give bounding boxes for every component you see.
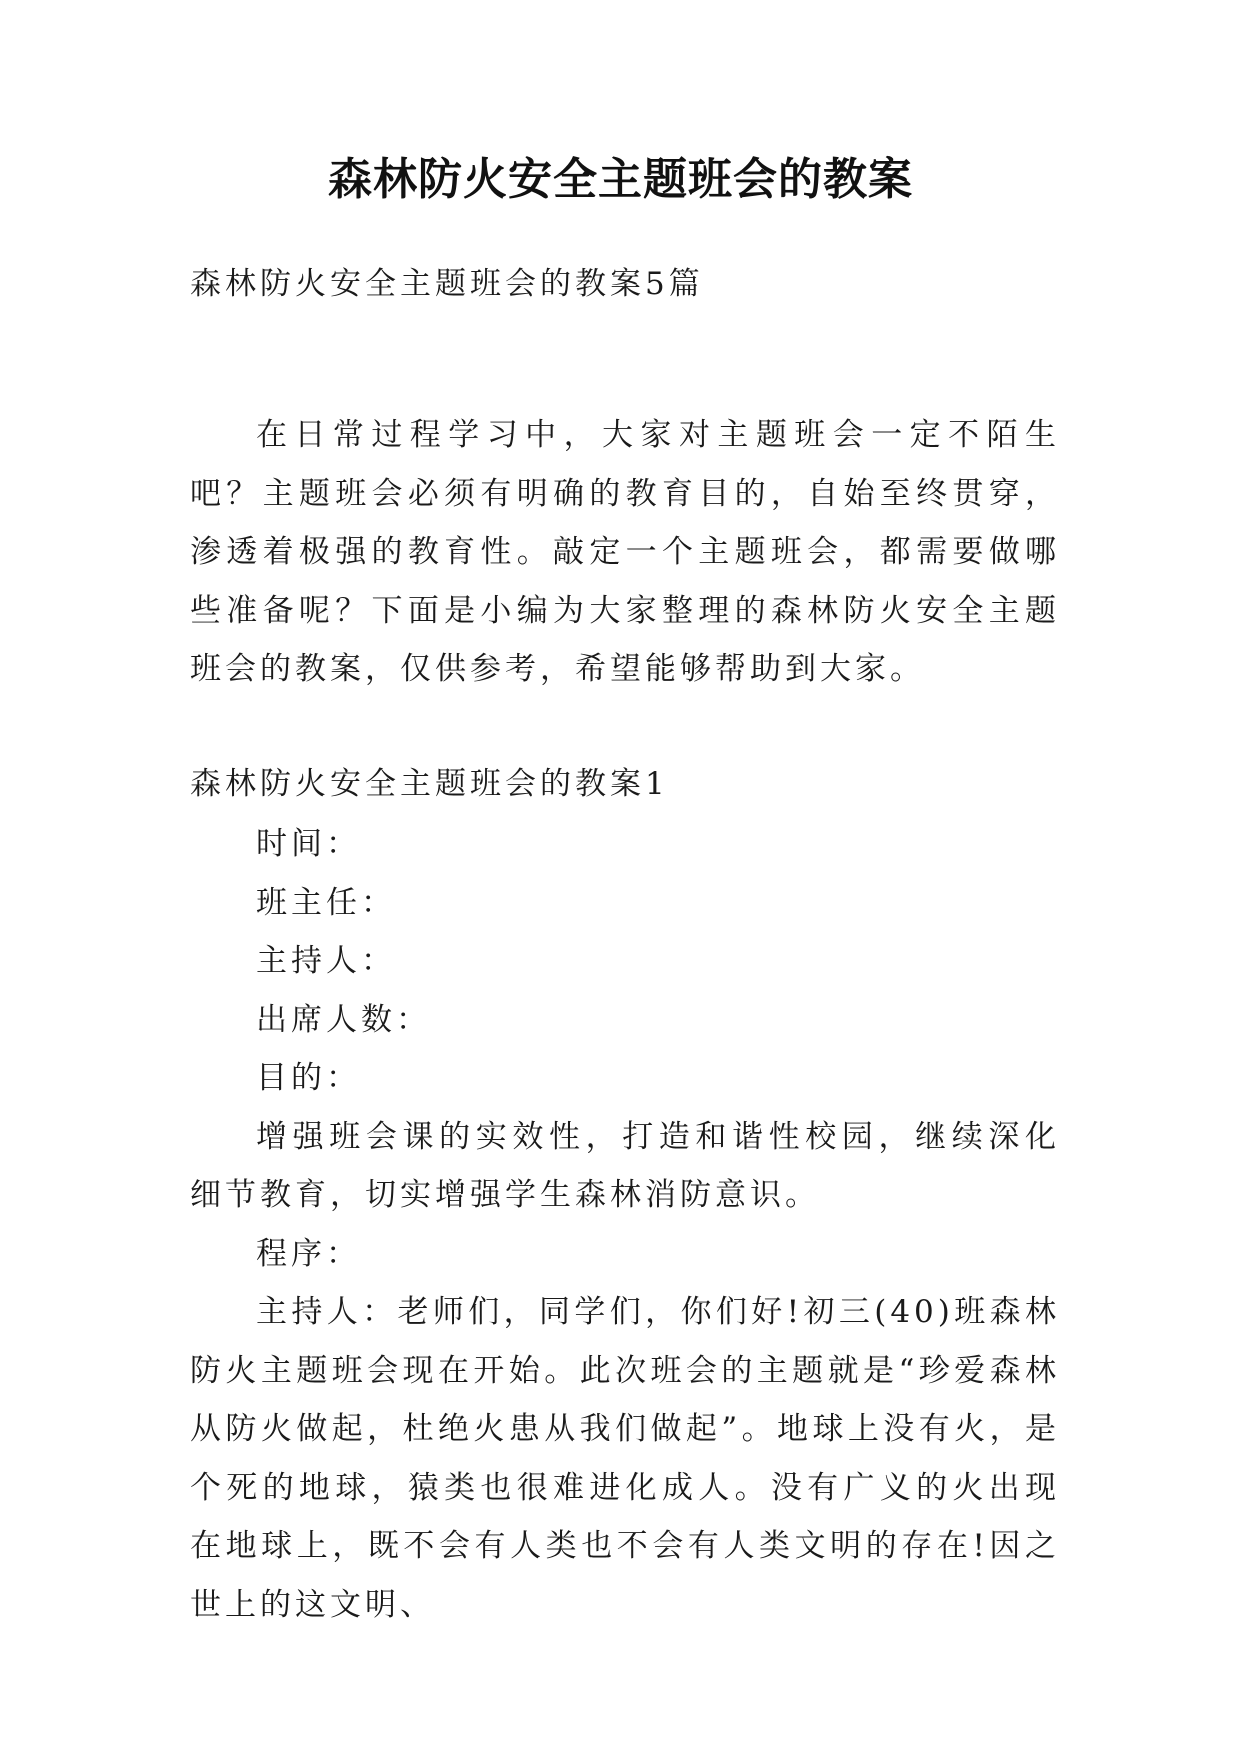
field-purpose: 目的： (256, 1060, 361, 1096)
field-time: 时间： (256, 826, 361, 862)
intro-paragraph: 在日常过程学习中，大家对主题班会一定不陌生吧？主题班会必须有明确的教育目的，自始至终贯穿，渗透着极强的教育性。敲定一个主题班会，都需要做哪些准备呢？下面是小编为大家整理的森林防火安全主题班会的教案，仅供参考，希望能够帮助到大家。 (190, 417, 1060, 687)
procedure-paragraph: 主持人：老师们，同学们，你们好!初三(40)班森林防火主题班会现在开始。此次班会的主题就是“珍爱森林从防火做起，杜绝火患从我们做起”。地球上没有火，是个死的地球，猿类也很难进化成人。没有广义的火出现在地球上，既不会有人类也不会有人类文明的存在!因之世上的这文明、 (190, 1294, 1060, 1623)
document-title: 森林防火安全主题班会的教案 (328, 154, 913, 205)
document-subtitle: 森林防火安全主题班会的教案5篇 (190, 266, 704, 302)
section-heading: 森林防火安全主题班会的教案1 (190, 766, 669, 802)
lesson-plan-body (190, 815, 1060, 1634)
field-class-teacher: 班主任： (256, 884, 396, 921)
field-host: 主持人： (256, 943, 396, 979)
field-attendance: 出席人数： (256, 1001, 431, 1038)
purpose-paragraph: 增强班会课的实效性，打造和谐性校园，继续深化细节教育，切实增强学生森林消防意识。 (190, 1118, 1060, 1213)
procedure-label: 程序： (256, 1235, 361, 1272)
